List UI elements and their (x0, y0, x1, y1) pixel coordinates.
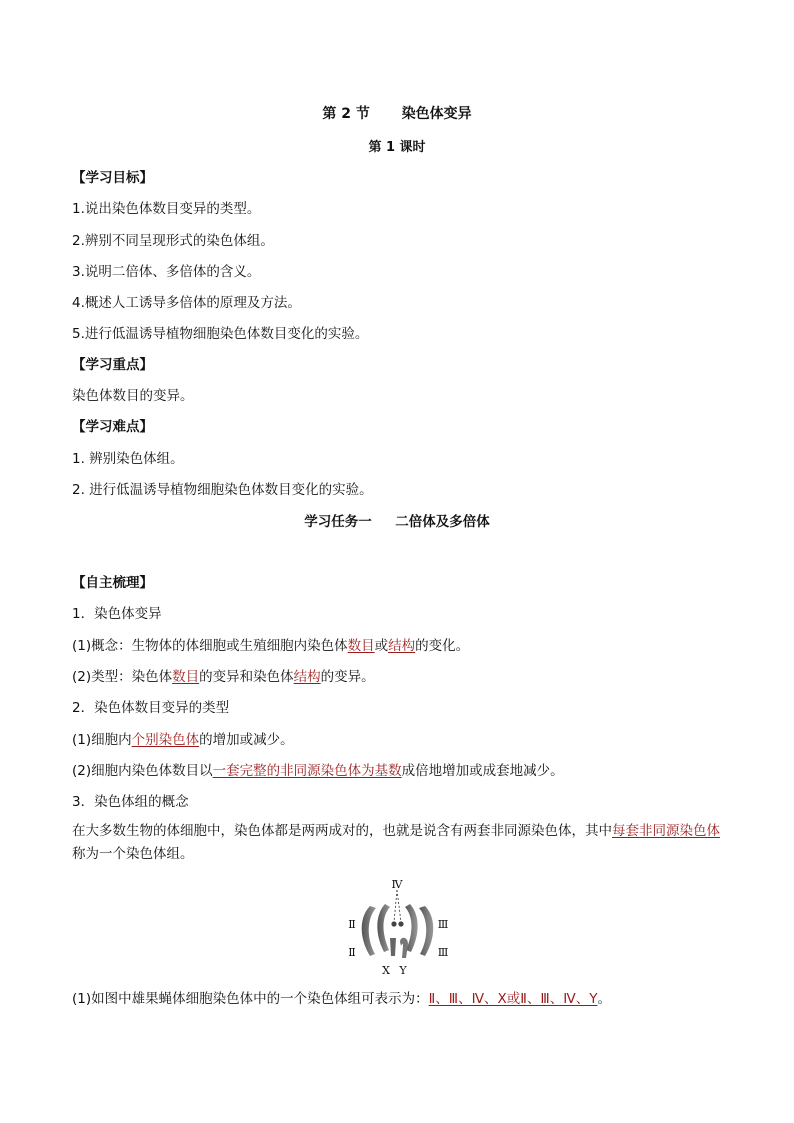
goal-item: 2.辨别不同呈现形式的染色体组。 (72, 233, 274, 249)
chromosome-ii-right (419, 906, 433, 956)
chromosome-iv-left (391, 921, 396, 926)
goal-item: 5.进行低温诱导植物细胞染色体数目变化的实验。 (72, 326, 369, 342)
text-segment: (1)概念：生物体的体细胞或生殖细胞内染色体 (72, 638, 348, 654)
answer-blank: 数目 (172, 669, 200, 685)
question-1 (72, 987, 611, 1007)
text-segment: 的变异和染色体 (199, 669, 294, 685)
text-segment: (2)类型：染色体 (72, 669, 173, 685)
label-ii-top: Ⅱ (348, 918, 356, 931)
label-ii-bottom: Ⅱ (348, 946, 356, 959)
answer-blank: Ⅱ、Ⅲ、Ⅳ、X或Ⅱ、Ⅲ、Ⅳ、Y (428, 991, 598, 1007)
section-number: 第 2 节 (322, 106, 370, 122)
difficulties-heading: 【学习难点】 (72, 419, 153, 435)
label-y: Y (399, 964, 407, 977)
type-item-2 (72, 759, 564, 779)
difficulty-item: 1. 辨别染色体组。 (72, 451, 184, 467)
key-points-text: 染色体数目的变异。 (72, 388, 194, 404)
text-segment: 的变化。 (415, 638, 470, 654)
text-segment: 的增加或减少。 (199, 732, 294, 748)
chromosome-diagram (340, 876, 455, 978)
answer-blank: 结构 (293, 669, 321, 685)
difficulty-item: 2. 进行低温诱导植物细胞染色体数目变化的实验。 (72, 482, 373, 498)
label-iii-bottom: Ⅲ (437, 946, 449, 959)
section-name: 染色体变异 (401, 106, 472, 122)
text-segment: 。 (597, 991, 611, 1007)
chromosome-iv-right (398, 921, 403, 926)
goal-item: 4.概述人工诱导多倍体的原理及方法。 (72, 295, 301, 311)
task-number: 学习任务一 (304, 514, 372, 530)
text-segment: (1)如图中雄果蝇体细胞染色体中的一个染色体组可表示为： (72, 991, 429, 1007)
answer-blank: 数目 (347, 638, 375, 654)
answer-blank: 一套完整的非同源染色体为基数 (212, 763, 402, 779)
lesson-subtitle: 第 1 课时 (368, 140, 426, 155)
label-iv: Ⅳ (391, 878, 403, 891)
answer-blank: 每套非同源染色体 (612, 823, 720, 839)
text-segment: (1)细胞内 (72, 732, 132, 748)
chromosome-iii-left (377, 904, 390, 952)
fruit-fly-chromosome-figure (340, 876, 455, 978)
goal-item: 1.说出染色体数目变异的类型。 (72, 201, 261, 217)
types-line (72, 665, 375, 685)
task-name: 二倍体及多倍体 (395, 514, 490, 530)
goal-item: 3.说明二倍体、多倍体的含义。 (72, 264, 261, 280)
task-title (0, 510, 794, 530)
page-title (0, 103, 794, 123)
chromosome-ii-outer (362, 906, 376, 956)
goals-heading: 【学习目标】 (72, 170, 153, 186)
text-segment: 成倍地增加或成套地减少。 (401, 763, 564, 779)
concept-line (72, 634, 469, 654)
key-points-heading: 【学习重点】 (72, 357, 153, 373)
text-segment: 在大多数生物的体细胞中，染色体都是两两成对的，也就是说含有两套非同源染色体，其中 (72, 823, 612, 839)
type-item-1 (72, 728, 294, 748)
text-segment: 称为一个染色体组。 (72, 846, 194, 862)
text-segment: 的变异。 (320, 669, 375, 685)
chromosome-y (400, 938, 408, 958)
section-1-title: 1．染色体变异 (72, 606, 162, 622)
self-study-heading: 【自主梳理】 (72, 575, 153, 591)
text-segment: (2)细胞内染色体数目以 (72, 763, 213, 779)
section-2-title: 2．染色体数目变异的类型 (72, 700, 230, 716)
label-x: X (382, 964, 390, 977)
answer-blank: 结构 (388, 638, 416, 654)
answer-blank: 个别染色体 (131, 732, 200, 748)
chromosome-x (390, 938, 396, 956)
label-iii-top: Ⅲ (437, 918, 449, 931)
chromosome-set-paragraph (72, 820, 724, 866)
section-3-title: 3．染色体组的概念 (72, 794, 189, 810)
text-segment: 或 (374, 638, 389, 654)
